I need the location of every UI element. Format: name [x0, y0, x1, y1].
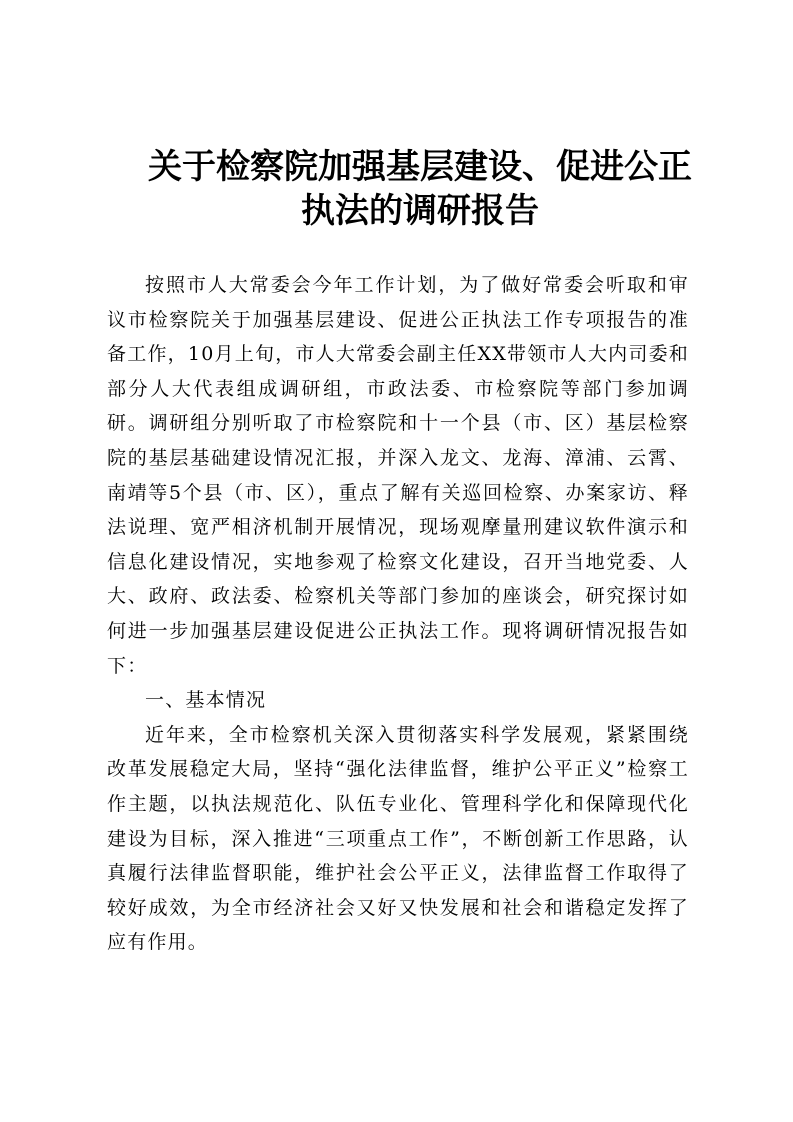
title-line-1: 关于检察院加强基层建设、促进公正 [148, 147, 692, 187]
section-heading-basic-situation: 一、基本情况 [145, 689, 267, 712]
basic-situation-paragraph: 近年来，全市检察机关深入贯彻落实科学发展观，紧紧围绕改革发展稳定大局，坚持“强化法律监督，维护公平正义”检察工作主题，以执法规范化、队伍专业化、管理科学化和保障现代化建设为目标，深入推进“三项重点工作”，不断创新工作思路，认真履行法律监督职能，维护社会公平正义，法律监督工作取得了较好成效，为全市经济社会又好又快发展和社会和谐稳定发挥了应有作用。 [107, 723, 689, 954]
document-title [110, 145, 730, 233]
intro-paragraph: 按照市人大常委会今年工作计划，为了做好常委会听取和审议市检察院关于加强基层建设、促进公正执法工作专项报告的准备工作，10月上旬，市人大常委会副主任XX带领市人大内司委和部分人大代表组成调研组，市政法委、市检察院等部门参加调研。调研组分别听取了市检察院和十一个县（市、区）基层检察院的基层基础建设情况汇报，并深入龙文、龙海、漳浦、云霄、南靖等5个县（市、区），重点了解有关巡回检察、办案家访、释法说理、宽严相济机制开展情况，现场观摩量刑建议软件演示和信息化建设情况，实地参观了检察文化建设，召开当地党委、人大、政府、政法委、检察机关等部门参加的座谈会，研究探讨如何进一步加强基层建设促进公正执法工作。现将调研情况报告如下： [107, 274, 689, 677]
document-body [107, 268, 689, 960]
title-line-2: 执法的调研报告 [301, 191, 539, 231]
